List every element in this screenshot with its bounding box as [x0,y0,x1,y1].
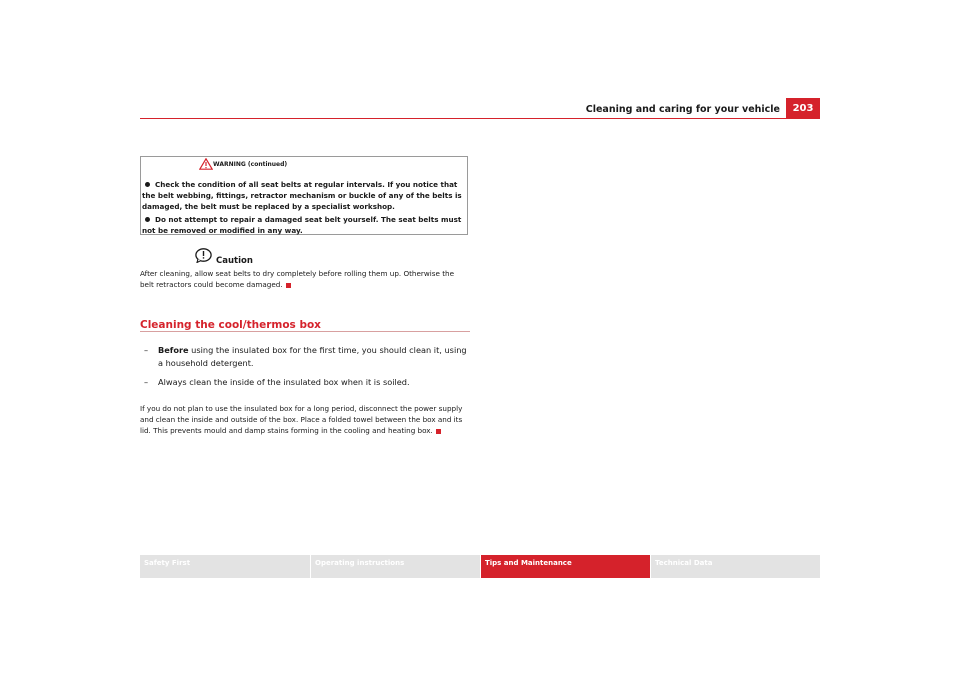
section-note: If you do not plan to use the insulated box for a long period, disconnect the power supply and clean the inside and outside of the box. Place a folded towel between the box and its lid. This prevents mould and damp stains forming in the cooling and heating box. [140,404,463,435]
warning-box [140,156,468,235]
header-divider [140,118,820,119]
caution-text: After cleaning, allow seat belts to dry completely before rolling them up. Otherwise the belt retractors could become damaged. [140,269,454,289]
warning-item: Check the condition of all seat belts at regular intervals. If you notice that the belt webbing, fittings, retractor mechanism or buckle of any of the belts is damaged, the belt must be replaced by a specialist workshop. [142,180,462,211]
warning-header [141,157,467,173]
section-divider [140,331,470,332]
step-dash: – [144,345,149,355]
chapter-title: Cleaning and caring for your vehicle [585,104,780,115]
instruction-step: – Before using the insulated box for the first time, you should clean it, using a household detergent. [144,345,467,368]
warning-triangle-icon [199,158,213,170]
instruction-step: – Always clean the inside of the insulated box when it is soiled. [144,377,410,387]
caution-title: Caution [216,256,253,266]
step-dash: – [144,377,149,387]
end-mark-icon [436,429,441,434]
bullet-icon [145,182,150,187]
page-number: 203 [786,98,820,118]
warning-body [142,179,466,238]
step-emphasis: Before [158,345,189,355]
warning-item: Do not attempt to repair a damaged seat belt yourself. The seat belts must not be removed or modified in any way. [142,215,462,235]
nav-tab-operating-instructions[interactable]: Operating instructions [311,555,480,578]
nav-tab-tips-and-maintenance[interactable]: Tips and Maintenance [481,555,650,578]
warning-title: WARNING (continued) [213,161,288,168]
nav-tab-safety-first[interactable]: Safety First [140,555,310,578]
nav-tab-technical-data[interactable]: Technical Data [651,555,820,578]
end-mark-icon [286,283,291,288]
section-title: Cleaning the cool/thermos box [140,319,321,331]
caution-icon [195,248,212,263]
bullet-icon [145,217,150,222]
